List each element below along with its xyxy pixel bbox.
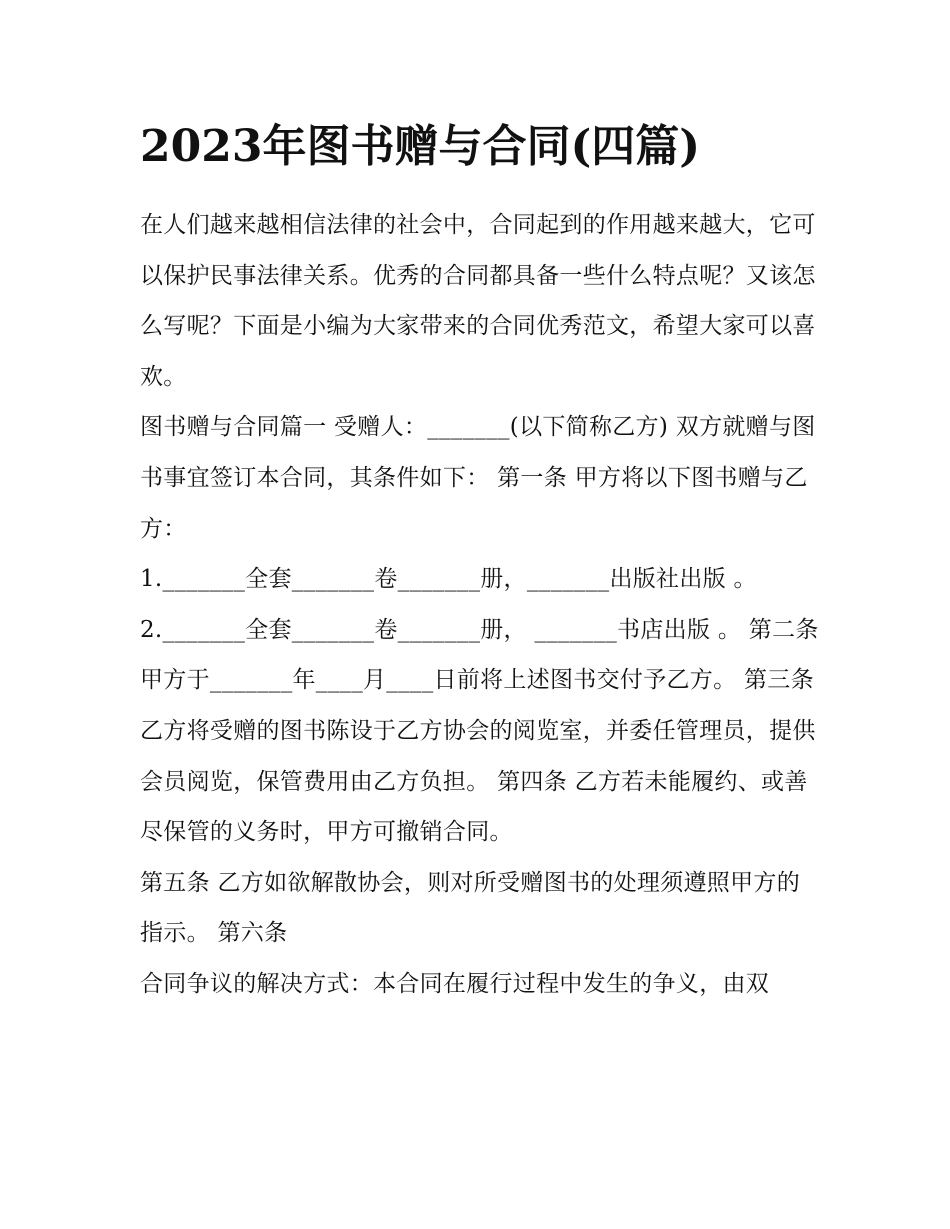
document-page	[140, 112, 820, 1010]
intro-paragraph: 在人们越来越相信法律的社会中，合同起到的作用越来越大，它可以保护民事法律关系。优秀的合同都具备一些什么特点呢？又该怎么写呢？下面是小编为大家带来的合同优秀范文，希望大家可以喜欢。	[140, 212, 816, 390]
contract-part-one-paragraph: 图书赠与合同篇一 受赠人：_______(以下简称乙方) 双方就赠与图书事宜签订本合同，其条件如下： 第一条 甲方将以下图书赠与乙方：	[140, 414, 816, 542]
document-title: 2023年图书赠与合同(四篇)	[140, 121, 701, 172]
dissolution-paragraph: 第五条 乙方如欲解散协会，则对所受赠图书的处理须遵照甲方的指示。 第六条	[140, 869, 801, 947]
custody-paragraph: 乙方将受赠的图书陈设于乙方协会的阅览室，并委任管理员，提供会员阅览，保管费用由乙方负担。 第四条 乙方若未能履约、或善尽保管的义务时，甲方可撤销合同。	[140, 717, 816, 846]
delivery-date-paragraph: 甲方于_______年____月____日前将上述图书交付予乙方。 第三条	[140, 667, 814, 694]
dispute-resolution-paragraph: 合同争议的解决方式：本合同在履行过程中发生的争义，由双	[140, 970, 770, 997]
book-item-one-paragraph: 1._______全套_______卷_______册，_______出版社出版 。	[140, 566, 757, 593]
book-item-two-paragraph: 2._______全套_______卷_______册， _______书店出版 。 第二条	[140, 616, 819, 643]
